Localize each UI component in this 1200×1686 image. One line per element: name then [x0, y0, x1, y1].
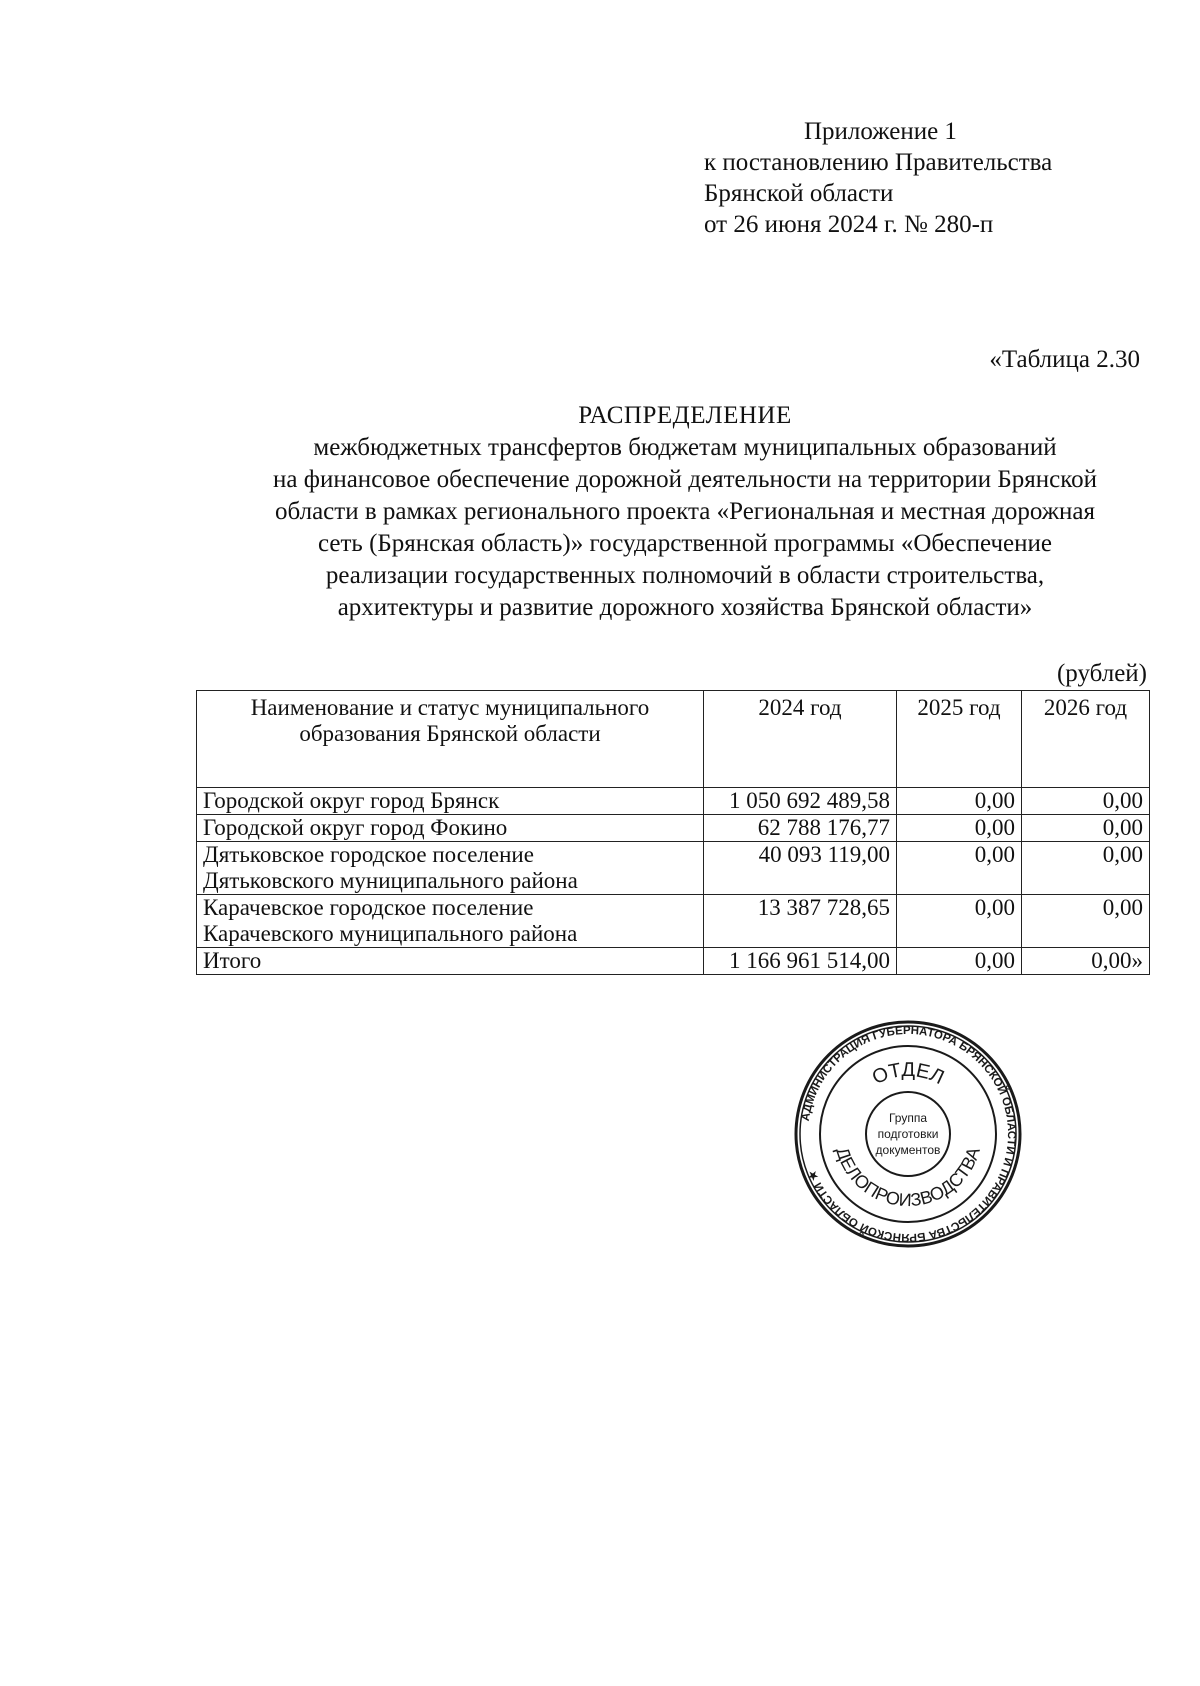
document-heading	[190, 400, 1180, 624]
row-2026: 0,00	[1022, 788, 1150, 815]
heading-title: РАСПРЕДЕЛЕНИЕ	[578, 402, 792, 429]
distribution-table	[196, 690, 1150, 975]
table-row	[197, 788, 1150, 815]
row-name	[197, 842, 704, 895]
units-label: (рублей)	[1056, 660, 1147, 687]
row-name-line: Карачевского муниципального района	[203, 921, 578, 946]
stamp-center-line: документов	[875, 1143, 941, 1157]
total-label: Итого	[197, 948, 704, 975]
row-2026: 0,00	[1022, 895, 1150, 948]
row-2024: 40 093 119,00	[704, 842, 897, 895]
heading-line: сеть (Брянская область)» государственной программы «Обеспечение	[318, 530, 1052, 557]
appendix-block	[704, 116, 1052, 240]
table-header-row	[197, 691, 1150, 788]
row-2024: 1 050 692 489,58	[704, 788, 897, 815]
row-name-line: Дятьковское городское поселение	[203, 842, 534, 867]
header-name-line: образования Брянской области	[299, 721, 601, 746]
appendix-number: Приложение 1	[804, 118, 957, 145]
heading-line: межбюджетных трансфертов бюджетам муниципальных образований	[313, 434, 1057, 461]
row-name: Городской округ город Брянск	[197, 788, 704, 815]
row-2024: 13 387 728,65	[704, 895, 897, 948]
stamp-outer-text: АДМИНИСТРАЦИЯ ГУБЕРНАТОРА БРЯНСКОЙ ОБЛАСТИ И ПРАВИТЕЛЬСТВА БРЯНСКОЙ ОБЛАСТИ ★	[799, 1024, 1018, 1244]
row-2025: 0,00	[897, 788, 1022, 815]
table-reference: «Таблица 2.30	[989, 346, 1140, 373]
heading-line: архитектуры и развитие дорожного хозяйства Брянской области»	[337, 594, 1033, 621]
row-name: Городской округ город Фокино	[197, 815, 704, 842]
total-row	[197, 948, 1150, 975]
header-2026: 2026 год	[1022, 691, 1150, 788]
office-stamp	[788, 1020, 1028, 1248]
row-2026: 0,00	[1022, 815, 1150, 842]
row-2025: 0,00	[897, 842, 1022, 895]
total-2026: 0,00»	[1022, 948, 1150, 975]
header-name	[197, 691, 704, 788]
appendix-date-number: от 26 июня 2024 г. № 280-п	[704, 211, 994, 238]
stamp-center-line: подготовки	[877, 1127, 939, 1141]
heading-line: на финансовое обеспечение дорожной деятельности на территории Брянской	[273, 466, 1097, 493]
row-2026: 0,00	[1022, 842, 1150, 895]
heading-line: области в рамках регионального проекта «Региональная и местная дорожная	[275, 498, 1095, 525]
row-name	[197, 895, 704, 948]
row-name-line: Дятьковского муниципального района	[203, 868, 578, 893]
stamp-ring-top: ОТДЕЛ	[868, 1058, 948, 1090]
row-name-line: Карачевское городское поселение	[203, 895, 534, 920]
table-row	[197, 895, 1150, 948]
appendix-region: Брянской области	[704, 180, 894, 207]
header-name-line: Наименование и статус муниципального	[250, 695, 650, 720]
header-2025: 2025 год	[897, 691, 1022, 788]
stamp-ring-bottom: ДЕЛОПРОИЗВОДСТВА	[832, 1144, 984, 1211]
row-2025: 0,00	[897, 815, 1022, 842]
total-2025: 0,00	[897, 948, 1022, 975]
stamp-center-line: Группа	[888, 1111, 928, 1125]
row-2024: 62 788 176,77	[704, 815, 897, 842]
heading-line: реализации государственных полномочий в области строительства,	[325, 562, 1045, 589]
header-2024: 2024 год	[704, 691, 897, 788]
row-2025: 0,00	[897, 895, 1022, 948]
total-2024: 1 166 961 514,00	[704, 948, 897, 975]
table-row	[197, 815, 1150, 842]
table-row	[197, 842, 1150, 895]
appendix-resolution: к постановлению Правительства	[704, 149, 1053, 176]
